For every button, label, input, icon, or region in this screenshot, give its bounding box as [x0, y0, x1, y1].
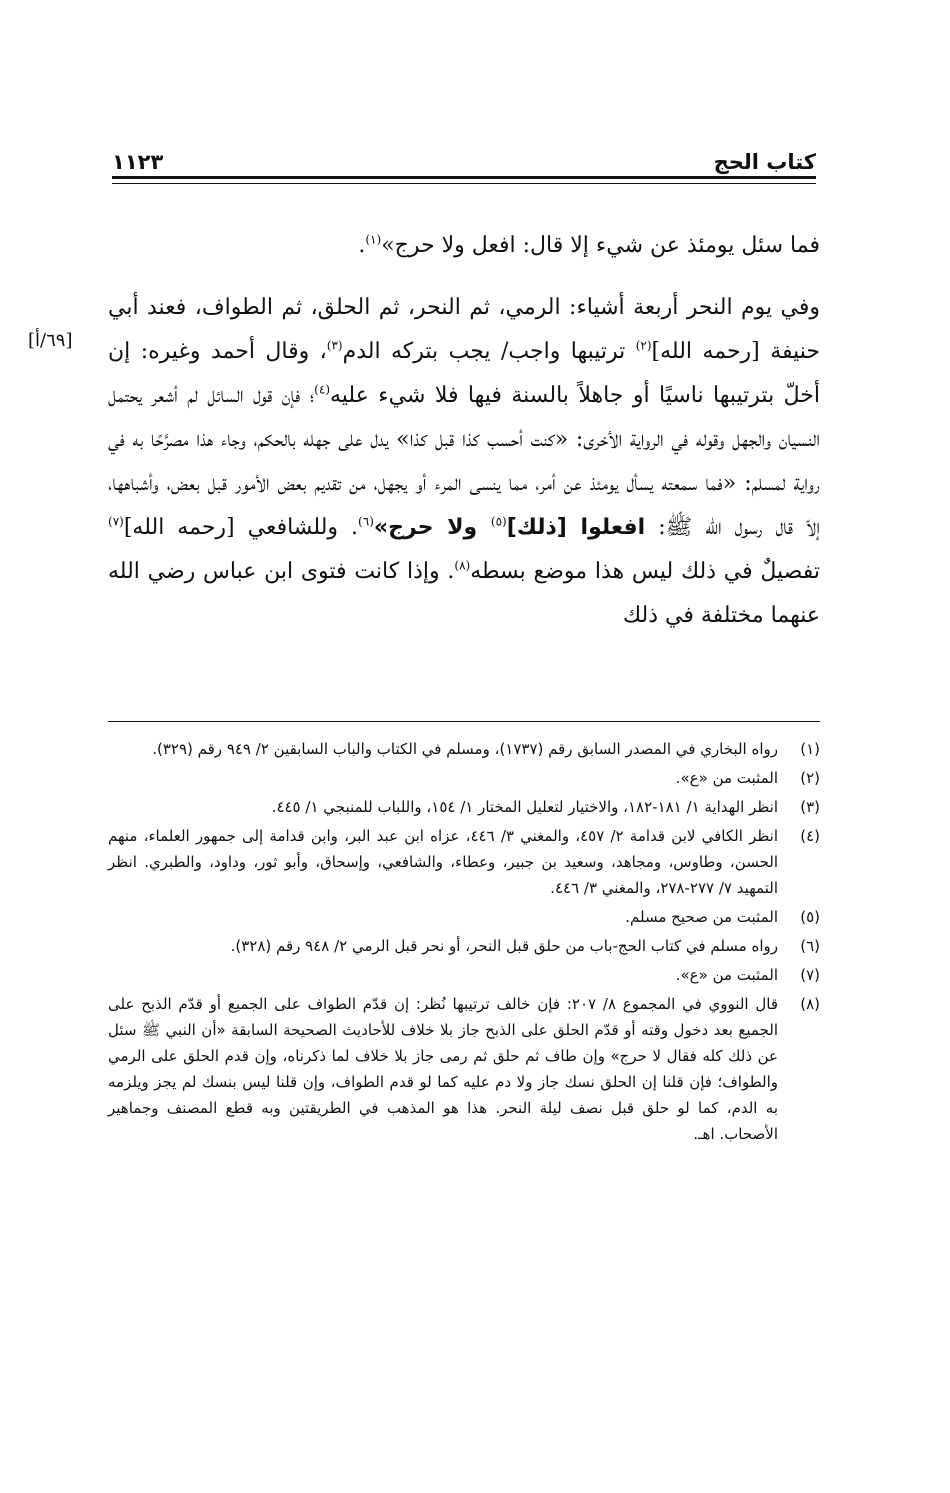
footnote-separator	[108, 721, 820, 722]
footnote-ref: (٣)	[326, 338, 343, 353]
header-rule-thin	[112, 183, 816, 184]
footnote-ref: (٨)	[454, 558, 471, 573]
footnote: (٤) انظر الكافي لابن قدامة ٢/ ٤٥٧، والمغني ٣/ ٤٤٦، عزاه ابن عبد البر، وابن قدامة إلى جمهور العلماء، منهم الحسن، وطاوس، ومجاهد، وسعيد بن جبير، وعطاء، والشافعي، وإسحاق، وأبو ثور، وداود، والطبري. انظر التمهيد ٧/ ٢٧٧-٢٧٨، والمغني ٣/ ٤٤٦.	[108, 827, 820, 897]
footnote: (٥) المثبت من صحيح مسلم.	[625, 908, 820, 926]
footnote-ref: (٧)	[108, 514, 124, 529]
paragraph-2: وفي يوم النحر أربعة أشياء: الرمي، ثم النحر، ثم الحلق، ثم الطواف، فعند أبي حنيفة [رحمه الله]$^{(٢)}$ ترتيبها واجب/ يجب بتركه الدم$^{(٣)}$، وقال أحمد وغيره: إن أخلّ بترتيبها ناسيًا أو جاهلاً بالسنة فيها فلا شيء عليه$^{(٤)}$؛ فإن قول السائل لم أشعر يحتمل النسيان والجهل وقوله في الرواية الأخرى: «كنت أحسب كذا قبل كذا» يدل على جهله بالحكم، وجاء هذا مصرَّحًا به في رواية لمسلم: «فما سمعته يسأل يومئذ عن أمر، مما ينسى المرء أو يجهل، من تقديم بعض الأمور قبل بعض، وأشباهها، إلاّ قال رسول الله ﷺ: افعلوا [ذلك]$^{(٥)}$ ولا حرج»$^{(٦)}$. وللشافعي [رحمه الله]$^{(٧)}$ تفصيلٌ في ذلك ليس هذا موضع بسطه$^{(٨)}$. وإذا كانت فتوى ابن عباس رضي الله عنهما مختلفة في ذلك	[108, 295, 821, 628]
footnote-ref: (٥)	[490, 514, 507, 529]
footnote: (٨) قال النووي في المجموع ٨/ ٢٠٧: فإن خالف ترتيبها نُظر: إن قدّم الطواف على الجميع أو قدّم الذبح على الجميع بعد دخول وقته أو قدّم الحلق على الذبح جاز بلا خلاف للأحاديث الصحيحة السابقة «أن النبي ﷺ سئل عن ذلك كله فقال لا حرج» وإن طاف ثم حلق ثم رمى جاز بلا خلاف لما ذكرناه، وإن قدم الحلق على الرمي والطواف؛ فإن قلنا إن الحلق نسك جاز ولا دم عليه كما لو قدم الطواف، وإن قلنا ليس بنسك لم يجز ويلزمه به الدم، كما لو حلق قبل نصف ليلة النحر. هذا هو المذهب في الطريقتين وبه قطع المصنف وجماهير الأصحاب. اهـ.	[108, 995, 820, 1143]
footnotes	[108, 736, 820, 1150]
hadith-bold-text: افعلوا [ذلك]	[506, 515, 646, 540]
chapter-title: كتاب الحج	[713, 150, 816, 174]
footnote-ref: (٢)	[635, 338, 652, 353]
footnote: (١) رواه البخاري في المصدر السابق رقم (١٧٣٧)، ومسلم في الكتاب والباب السابقين ٢/ ٩٤٩ رقم (٣٢٩).	[152, 740, 820, 758]
footnote-ref: (٦)	[358, 514, 374, 529]
main-text	[108, 224, 820, 638]
footnote: (٣) انظر الهداية ١/ ١٨١-١٨٢، والاختيار لتعليل المختار ١/ ١٥٤، واللباب للمنبجي ١/ ٤٤٥.	[271, 798, 820, 816]
paragraph-1: فما سئل يومئذ عن شيء إلا قال: افعل ولا حرج»$^{(١)}$.	[358, 232, 820, 258]
footnote-ref: (١)	[365, 232, 382, 247]
footnote: (٢) المثبت من «ع».	[675, 769, 820, 787]
hadith-bold-text: ولا حرج»	[373, 515, 491, 540]
footnote: (٦) رواه مسلم في كتاب الحج-باب من حلق قبل النحر، أو نحر قبل الرمي ٢/ ٩٤٨ رقم (٣٢٨).	[230, 937, 820, 955]
manuscript-folio-marker: [٦٩/أ]	[28, 330, 73, 351]
page-number: ١١٢٣	[112, 150, 164, 174]
footnote-ref: (٤)	[314, 382, 330, 397]
header-rule-thick	[112, 176, 816, 179]
footnote: (٧) المثبت من «ع».	[675, 966, 820, 984]
running-header	[112, 140, 816, 174]
